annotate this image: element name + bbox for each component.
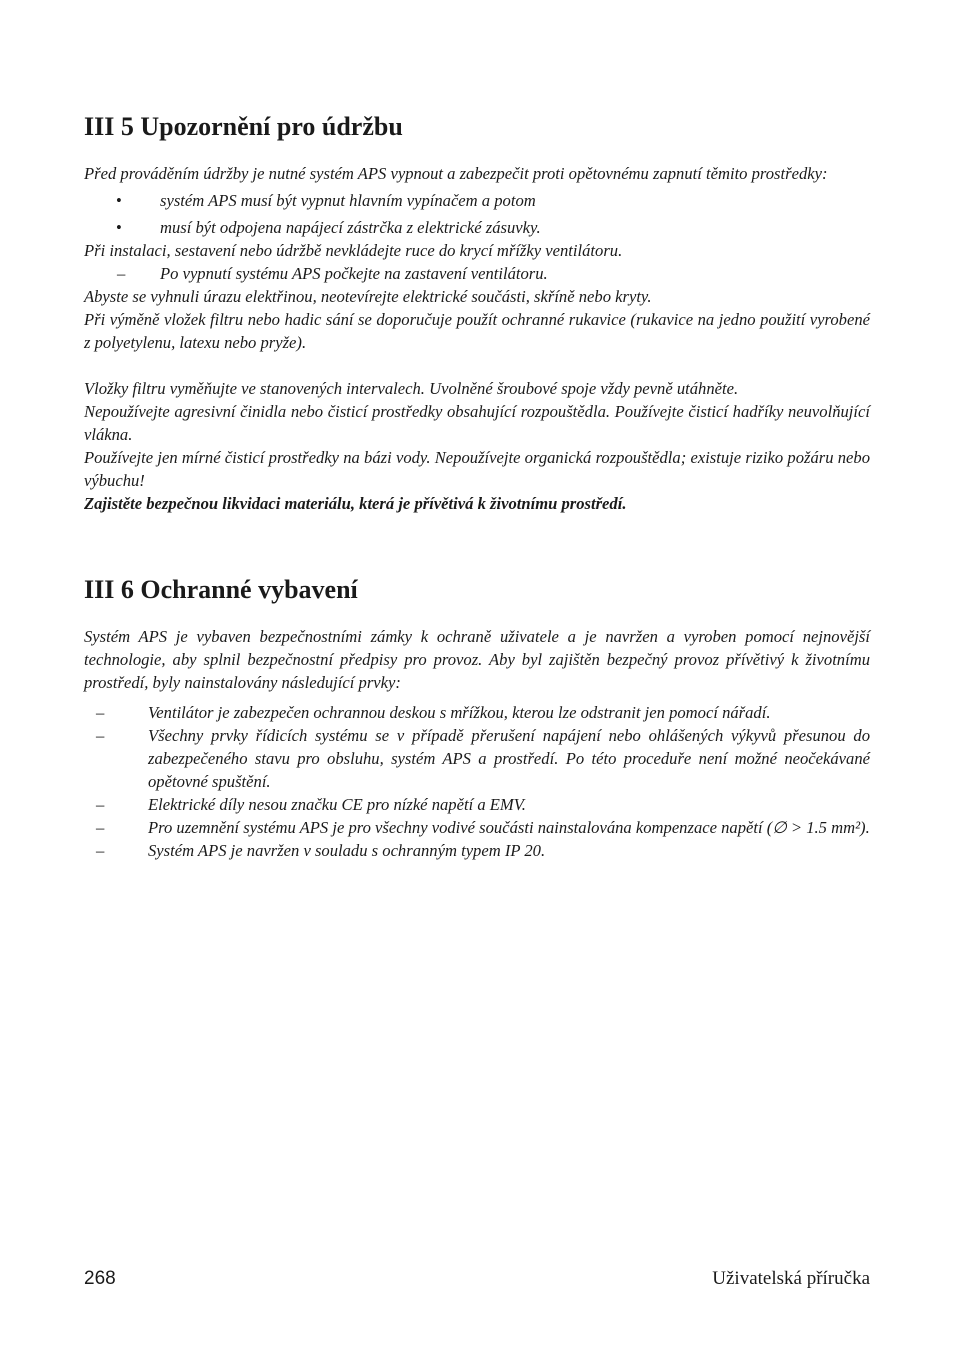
maintenance-intro: Před prováděním údržby je nutné systém APS vypnout a zabezpečit proti opětovnému zapnutí těmito prostředky: [84,164,828,183]
section-heading-maintenance: III 5 Upozornění pro údržbu [84,112,403,141]
section-heading-protective-equipment: III 6 Ochranné vybavení [84,575,358,604]
list-item-text: Ventilátor je zabezpečen ochrannou deskou s mřížkou, kterou lze odstranit jen pomocí nářadí. [148,703,771,722]
maintenance-section-body [84,162,870,515]
page-number: 268 [84,1268,116,1289]
electric-shock-warning: Abyste se vyhnuli úrazu elektřinou, neotevírejte elektrické součásti, skříně nebo kryty. [84,287,652,306]
hands-warning: Při instalaci, sestavení nebo údržbě nevkládejte ruce do krycí mřížky ventilátoru. [84,241,623,260]
list-item [84,724,870,793]
bullet-marker: • [116,191,122,210]
protective-section-body [84,625,870,862]
list-item [84,839,870,862]
list-item-text: Elektrické díly nesou značku CE pro nízké napětí a EMV. [148,795,526,814]
dash-marker: – [117,264,126,283]
filter-replacement-note: Vložky filtru vyměňujte ve stanovených intervalech. Uvolněné šroubové spoje vždy pevně utáhněte. [84,379,739,398]
dash-item [84,262,870,285]
mild-cleaners-note: Používejte jen mírné čisticí prostředky na bázi vody. Nepoužívejte organická rozpouštědla; existuje riziko požáru nebo výbuchu! [84,448,870,490]
list-item-text: Pro uzemnění systému APS je pro všechny vodivé součásti nainstalována kompenzace napětí (∅ > 1.5 mm²). [148,818,870,837]
dash-marker: – [96,818,105,837]
disposal-note: Zajistěte bezpečnou likvidaci materiálu, která je přívětivá k životnímu prostředí. [84,494,627,513]
list-item [84,701,870,724]
list-item [84,816,870,839]
bullet-text: musí být odpojena napájecí zástrčka z elektrické zásuvky. [160,218,541,237]
bullet-text: systém APS musí být vypnut hlavním vypínačem a potom [160,191,536,210]
list-item [84,793,870,816]
list-item-text: Systém APS je navržen v souladu s ochranným typem IP 20. [148,841,546,860]
dash-marker: – [96,795,105,814]
dash-marker: – [96,726,105,745]
aggressive-agents-note: Nepoužívejte agresivní činidla nebo čisticí prostředky obsahující rozpouštědla. Používejte čisticí hadříky neuvolňující vlákna. [84,402,870,444]
footer-title: Uživatelská příručka [712,1268,870,1289]
dash-marker: – [96,703,105,722]
list-item-text: Všechny prvky řídicích systému se v případě přerušení napájení nebo ohlášených výkyvů přesunou do zabezpečeného stavu pro obsluhu, systém APS a prostředí. Po této proceduře není možné neočekávané opětovné spuštění. [148,726,870,791]
dash-marker: – [96,841,105,860]
protective-intro: Systém APS je vybaven bezpečnostními zámky k ochraně uživatele a je navržen a vyroben pomocí nejnovější technologie, aby splnil bezpečnostní předpisy pro provoz. Aby byl zajištěn bezpečný provoz přívětivý k životnímu prostředí, byly nainstalovány následující prvky: [84,627,870,692]
dash-text: Po vypnutí systému APS počkejte na zastavení ventilátoru. [160,264,548,283]
bullet-item [84,189,870,212]
gloves-recommendation: Při výměně vložek filtru nebo hadic sání se doporučuje použít ochranné rukavice (rukavice na jedno použití vyrobené z polyetylenu, latexu nebo pryže). [84,310,870,352]
bullet-item [84,216,870,239]
bullet-marker: • [116,218,122,237]
